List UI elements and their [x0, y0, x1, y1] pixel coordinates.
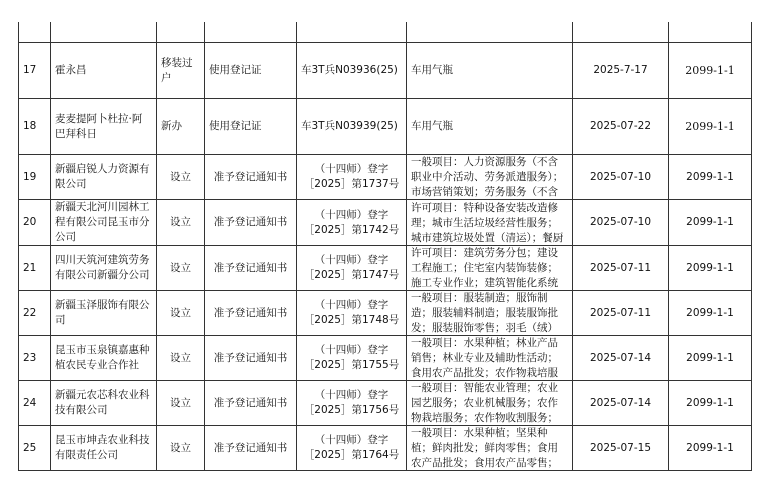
- registration-type: 设立: [157, 336, 205, 381]
- business-scope-text: 一般项目：智能农业管理；农业园艺服务；农业机械服务；农作物栽培服务；农作物收割服务；: [411, 382, 558, 424]
- expiry-date: 2099-1-1: [669, 155, 752, 200]
- row-number: 25: [19, 426, 51, 471]
- document-type: 准予登记通知书: [205, 426, 297, 471]
- table-cell: [205, 22, 297, 43]
- document-number: （十四师）登字［2025］第1755号: [297, 336, 407, 381]
- business-scope: [407, 381, 573, 426]
- registration-table: [18, 22, 752, 471]
- business-scope-text: 许可项目：建筑劳务分包；建设工程施工；住宅室内装饰装修；施工专业作业；建筑智能化系统: [411, 247, 558, 289]
- table-row: [19, 291, 752, 336]
- document-type: 准予登记通知书: [205, 381, 297, 426]
- business-scope: [407, 336, 573, 381]
- registration-type: 移装过户: [157, 43, 205, 99]
- row-number: 23: [19, 336, 51, 381]
- document-type: 准予登记通知书: [205, 155, 297, 200]
- business-scope: [407, 291, 573, 336]
- document-number: （十四师）登字［2025］第1737号: [297, 155, 407, 200]
- expiry-date: 2099-1-1: [669, 291, 752, 336]
- business-scope-text: 一般项目：水果种植；坚果种植；鲜肉批发；鲜肉零售；食用农产品批发；食用农产品零售；: [411, 427, 558, 469]
- document-type: 准予登记通知书: [205, 246, 297, 291]
- table-cell: [157, 22, 205, 43]
- document-number: （十四师）登字［2025］第1764号: [297, 426, 407, 471]
- document-number: （十四师）登字［2025］第1748号: [297, 291, 407, 336]
- business-scope: [407, 426, 573, 471]
- table-row: [19, 426, 752, 471]
- registration-type: 设立: [157, 426, 205, 471]
- document-type: 使用登记证: [205, 99, 297, 155]
- document-number: （十四师）登字［2025］第1742号: [297, 200, 407, 246]
- document-number: 车3T兵N03939(25): [297, 99, 407, 155]
- table-cell: [297, 22, 407, 43]
- issue-date: 2025-07-11: [573, 246, 669, 291]
- business-scope-text: 许可项目：特种设备安装改造修理；城市生活垃圾经营性服务；城市建筑垃圾处置（清运）；餐厨: [411, 201, 564, 244]
- table-row: [19, 336, 752, 381]
- table-row: [19, 200, 752, 246]
- registration-type: 设立: [157, 381, 205, 426]
- issue-date: 2025-07-14: [573, 336, 669, 381]
- table-body: [19, 22, 752, 471]
- expiry-date: 2099-1-1: [669, 200, 752, 246]
- applicant-name: 新疆天北河川园林工程有限公司昆玉市分公司: [51, 200, 157, 246]
- registration-type: 新办: [157, 99, 205, 155]
- table-cell: [407, 22, 573, 43]
- applicant-name: 四川天筑河建筑劳务有限公司新疆分公司: [51, 246, 157, 291]
- document-number: 车3T兵N03936(25): [297, 43, 407, 99]
- expiry-date: 2099-1-1: [669, 246, 752, 291]
- applicant-name: 昆玉市玉泉镇嘉惠种植农民专业合作社: [51, 336, 157, 381]
- row-number: 21: [19, 246, 51, 291]
- row-number: 20: [19, 200, 51, 246]
- applicant-name: 昆玉市坤垚农业科技有限责任公司: [51, 426, 157, 471]
- document-number: （十四师）登字［2025］第1747号: [297, 246, 407, 291]
- table-cell: [51, 22, 157, 43]
- table-cell: [669, 22, 752, 43]
- issue-date: 2025-07-10: [573, 155, 669, 200]
- expiry-date: 2099-1-1: [669, 381, 752, 426]
- business-scope: [407, 200, 573, 246]
- issue-date: 2025-07-14: [573, 381, 669, 426]
- registration-type: 设立: [157, 291, 205, 336]
- business-scope-text: 一般项目：人力资源服务（不含职业中介活动、劳务派遣服务）；市场营销策划；劳务服务（不含: [411, 156, 564, 198]
- business-scope: 车用气瓶: [407, 99, 573, 155]
- issue-date: 2025-07-11: [573, 291, 669, 336]
- row-number: 22: [19, 291, 51, 336]
- applicant-name: 麦麦提阿卜杜拉·阿巴拜科日: [51, 99, 157, 155]
- issue-date: 2025-07-10: [573, 200, 669, 246]
- row-number: 18: [19, 99, 51, 155]
- issue-date: 2025-7-17: [573, 43, 669, 99]
- applicant-name: 新疆元农芯科农业科技有限公司: [51, 381, 157, 426]
- table-cell: [573, 22, 669, 43]
- expiry-date: 2099-1-1: [669, 99, 752, 155]
- document-type: 使用登记证: [205, 43, 297, 99]
- applicant-name: 霍永昌: [51, 43, 157, 99]
- business-scope-text: 一般项目：水果种植；林业产品销售；林业专业及辅助性活动；食用农产品批发；农作物栽培服: [411, 337, 558, 379]
- table-row: [19, 381, 752, 426]
- applicant-name: 新疆启锐人力资源有限公司: [51, 155, 157, 200]
- document-type: 准予登记通知书: [205, 200, 297, 246]
- issue-date: 2025-07-15: [573, 426, 669, 471]
- document-type: 准予登记通知书: [205, 336, 297, 381]
- row-number: 19: [19, 155, 51, 200]
- applicant-name: 新疆玉泽服饰有限公司: [51, 291, 157, 336]
- table-row: [19, 43, 752, 99]
- document-number: （十四师）登字［2025］第1756号: [297, 381, 407, 426]
- registration-type: 设立: [157, 155, 205, 200]
- row-number: 24: [19, 381, 51, 426]
- expiry-date: 2099-1-1: [669, 426, 752, 471]
- table-row-partial-top: [19, 22, 752, 43]
- table-row: [19, 155, 752, 200]
- row-number: 17: [19, 43, 51, 99]
- business-scope: [407, 155, 573, 200]
- table-cell: [19, 22, 51, 43]
- expiry-date: 2099-1-1: [669, 336, 752, 381]
- issue-date: 2025-07-22: [573, 99, 669, 155]
- registration-type: 设立: [157, 246, 205, 291]
- business-scope: [407, 246, 573, 291]
- table-row: [19, 99, 752, 155]
- registration-type: 设立: [157, 200, 205, 246]
- business-scope: 车用气瓶: [407, 43, 573, 99]
- business-scope-text: 一般项目：服装制造；服饰制造；服装辅料制造；服装服饰批发；服装服饰零售；羽毛（绒）: [411, 292, 558, 334]
- expiry-date: 2099-1-1: [669, 43, 752, 99]
- table-row: [19, 246, 752, 291]
- document-type: 准予登记通知书: [205, 291, 297, 336]
